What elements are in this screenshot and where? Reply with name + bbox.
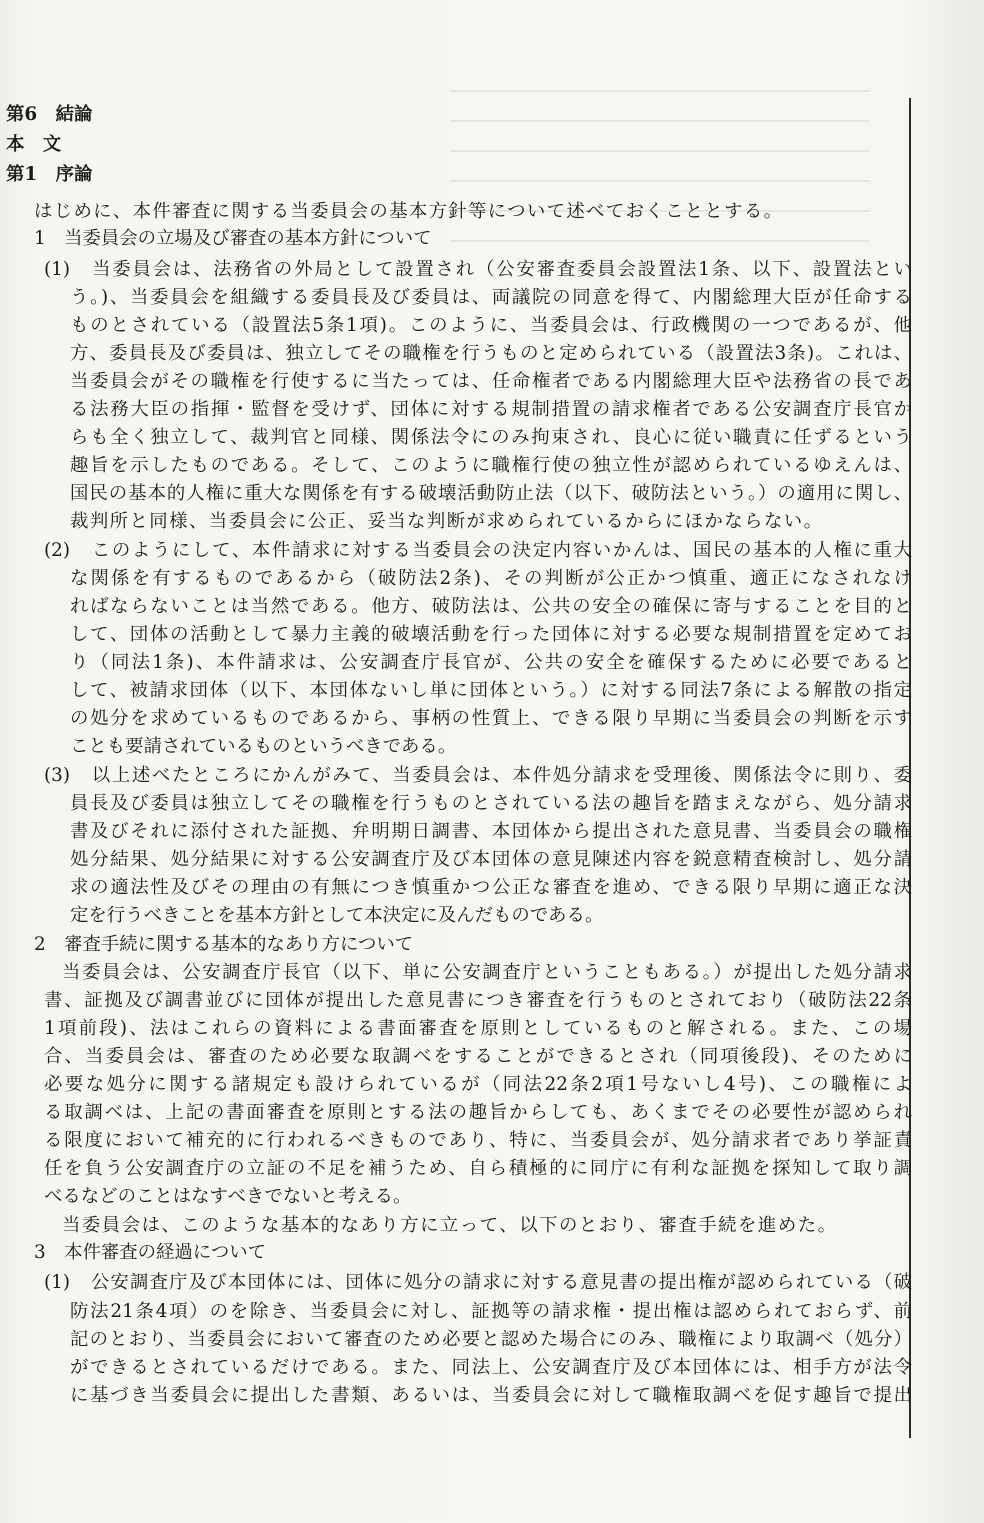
section-1-heading: 1 当委員会の立場及び審査の基本方針について bbox=[34, 228, 432, 249]
section-2-line: べるなどのことはなすべきでないと考える。 bbox=[44, 1186, 412, 1207]
section-2-line: 書、証拠及び調書並びに団体が提出した意見書につき審査を行うものとされており（破防法22条 bbox=[44, 990, 912, 1011]
section-2-heading: 2 審査手続に関する基本的なあり方について bbox=[34, 934, 414, 955]
section-2-line: 1項前段)、法はこれらの資料による書面審査を原則としているものと解される。また、この場 bbox=[44, 1018, 912, 1039]
para-2-line: ればならないことは当然である。他方、破防法は、公共の安全の確保に寄与することを目的と bbox=[70, 596, 912, 617]
section-3-line: 防法21条4項）のを除き、当委員会に対し、証拠等の請求権・提出権は認められておらず、前 bbox=[70, 1301, 912, 1322]
section-2-line: る取調べは、上記の書面審査を原則とする法の趣旨からしても、あくまでその必要性が認められ bbox=[44, 1102, 912, 1123]
para-1-line: 当委員会がその職権を行使するに当たっては、任命権者である内閣総理大臣や法務省の長であ bbox=[70, 371, 912, 392]
para-1-line: らも全く独立して、裁判官と同様、関係法令にのみ拘束され、良心に従い職責に任ずるという bbox=[70, 427, 912, 448]
para-2-line: り（同法1条)、本件請求は、公安調査庁長官が、公共の安全を確保するために必要であると bbox=[70, 652, 912, 673]
para-2-line: の処分を求めているものであるから、事柄の性質上、できる限り早期に当委員会の判断を示す bbox=[70, 708, 912, 729]
para-3-line: 求の適法性及びその理由の有無につき慎重かつ公正な審査を進め、できる限り早期に適正な決 bbox=[70, 877, 912, 898]
para-1-line: 裁判所と同様、当委員会に公正、妥当な判断が求められているからにほかならない。 bbox=[70, 511, 822, 532]
para-3-line: 定を行うべきことを基本方針として本決定に及んだものである。 bbox=[70, 905, 604, 926]
para-1-line: 趣旨を示したものである。そして、このように職権行使の独立性が認められているゆえんは、 bbox=[70, 455, 912, 476]
para-2-line: (2) このようにして、本件請求に対する当委員会の決定内容いかんは、国民の基本的人権に重大 bbox=[44, 540, 912, 561]
section-3-line: (1) 公安調査庁及び本団体には、団体に処分の請求に対する意見書の提出権が認められている（破 bbox=[44, 1272, 912, 1293]
section-3-heading: 3 本件審査の経過について bbox=[34, 1242, 267, 1263]
para-2-line: して、被請求団体（以下、本団体ないし単に団体という。）に対する同法7条による解散の指定 bbox=[70, 680, 912, 701]
para-1-line: (1) 当委員会は、法務省の外局として設置され（公安審査委員会設置法1条、以下、設置法とい bbox=[44, 259, 912, 280]
section-3-line: 記のとおり、当委員会において審査のため必要と認めた場合にのみ、職権により取調べ（処分） bbox=[70, 1329, 912, 1350]
section-2-line: 必要な処分に関する諸規定も設けられているが（同法22条2項1号ないし4号)、この職権によ bbox=[44, 1074, 912, 1095]
section-2-line: 当委員会は、公安調査庁長官（以下、単に公安調査庁ということもある。）が提出した処分請求 bbox=[62, 962, 912, 983]
para-1-line: う。)、当委員会を組織する委員長及び委員は、両議院の同意を得て、内閣総理大臣が任命する bbox=[70, 287, 912, 308]
heading-conclusion: 第6 結論 bbox=[6, 104, 93, 125]
section-2-line: る限度において補充的に行われるべきものであり、特に、当委員会が、処分請求者であり挙証責 bbox=[44, 1130, 912, 1151]
para-3-line: (3) 以上述べたところにかんがみて、当委員会は、本件処分請求を受理後、関係法令に則り、委 bbox=[44, 765, 912, 786]
para-1-line: 方、委員長及び委員は、独立してその職権を行うものと定められている（設置法3条)。これは、 bbox=[70, 343, 912, 364]
section-2-line: 当委員会は、このような基本的なあり方に立って、以下のとおり、審査手続を進めた。 bbox=[62, 1215, 836, 1236]
para-3-line: 処分結果、処分結果に対する公安調査庁及び本団体の意見陳述内容を鋭意精査検討し、処分請 bbox=[70, 849, 912, 870]
section-3-line: に基づき当委員会に提出した書類、あるいは、当委員会に対して職権取調べを促す趣旨で提出 bbox=[70, 1385, 912, 1406]
section-2-line: 合、当委員会は、審査のため必要な取調べをすることができるとされ（同項後段)、そのために bbox=[44, 1046, 912, 1067]
para-1-line: ものとされている（設置法5条1項)。このように、当委員会は、行政機関の一つであるが、他 bbox=[70, 315, 912, 336]
para-2-line: して、団体の活動として暴力主義的破壊活動を行った団体に対する必要な規制措置を定めてお bbox=[70, 624, 912, 645]
para-3-line: 書及びそれに添付された証拠、弁明期日調書、本団体から提出された意見書、当委員会の職権 bbox=[70, 821, 912, 842]
section-2-line: 任を負う公安調査庁の立証の不足を補うため、自ら積極的に同庁に有利な証拠を探知して取り調 bbox=[44, 1158, 912, 1179]
section-3-line: ができるとされているだけである。また、同法上、公安調査庁及び本団体には、相手方が法令 bbox=[70, 1357, 912, 1378]
para-3-line: 員長及び委員は独立してその職権を行うものとされている法の趣旨を踏まえながら、処分請求 bbox=[70, 793, 912, 814]
heading-main-text: 本 文 bbox=[6, 134, 62, 155]
para-2-line: ことも要請されているものというべきである。 bbox=[70, 736, 457, 757]
para-1-line: る法務大臣の指揮・監督を受けず、団体に対する規制措置の請求権者である公安調査庁長官か bbox=[70, 399, 912, 420]
para-1-line: 国民の基本的人権に重大な関係を有する破壊活動防止法（以下、破防法という。）の適用に関し、 bbox=[70, 483, 912, 504]
heading-introduction: 第1 序論 bbox=[6, 164, 93, 185]
para-2-line: な関係を有するものであるから（破防法2条)、その判断が公正かつ慎重、適正になされなけ bbox=[70, 568, 912, 589]
intro-line: はじめに、本件審査に関する当委員会の基本方針等について述べておくこととする。 bbox=[34, 201, 782, 222]
